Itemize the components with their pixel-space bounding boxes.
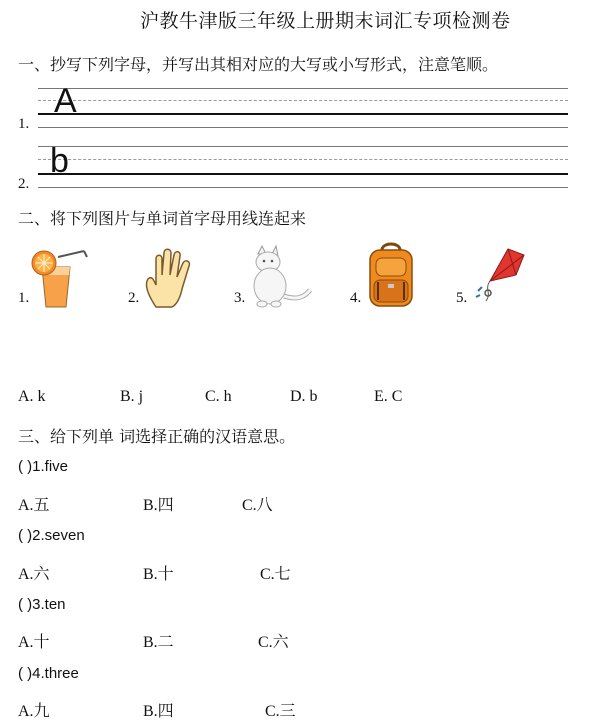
writing-line-top <box>38 146 568 147</box>
writing-line-bottom <box>38 187 568 188</box>
writing-line-dashed <box>38 100 568 101</box>
picture-number: 2. <box>128 290 140 306</box>
question-stem: ( )4.three <box>18 665 79 682</box>
choice-b: B.十 <box>143 566 174 583</box>
choice-b: B.二 <box>143 634 174 651</box>
choice-c: C.三 <box>265 703 296 720</box>
writing-line-dashed <box>38 159 568 160</box>
choice-a: A.五 <box>18 497 50 514</box>
picture-number: 5. <box>456 290 468 306</box>
choice-a: A.九 <box>18 703 50 720</box>
option-letter: C. h <box>205 388 232 405</box>
sample-letter: b <box>50 142 69 180</box>
choice-c: C.七 <box>260 566 291 583</box>
page-title: 沪教牛津版三年级上册期末词汇专项检测卷 <box>140 10 511 32</box>
writing-line-base <box>38 113 568 115</box>
sample-letter: A <box>54 82 77 120</box>
picture-number: 4. <box>350 290 362 306</box>
row-number: 2. <box>18 176 30 192</box>
question-stem: ( )1.five <box>18 458 69 475</box>
question-stem: ( )2.seven <box>18 527 85 544</box>
option-letter: E. C <box>374 388 403 405</box>
section1-heading: 一、抄写下列字母，并写出其相对应的大写或小写形式，注意笔顺。 <box>18 55 499 74</box>
choice-a: A.六 <box>18 566 50 583</box>
section3-heading: 三、给下列单 词选择正确的汉语意思。 <box>18 427 296 446</box>
section2-heading: 二、将下列图片与单词首字母用线连起来 <box>18 209 307 228</box>
choice-a: A.十 <box>18 634 50 651</box>
option-letter: A. k <box>18 388 46 405</box>
choice-c: C.八 <box>242 497 273 514</box>
choice-b: B.四 <box>143 497 174 514</box>
choice-b: B.四 <box>143 703 174 720</box>
picture-number: 3. <box>234 290 246 306</box>
orange-juice-icon <box>30 245 90 310</box>
question-stem: ( )3.ten <box>18 596 66 613</box>
hand-icon <box>140 245 200 310</box>
writing-line-base <box>38 173 568 175</box>
option-letter: B. j <box>120 388 144 405</box>
choice-c: C.六 <box>258 634 289 651</box>
backpack-icon <box>362 240 420 310</box>
writing-line-bottom <box>38 127 568 128</box>
picture-number: 1. <box>18 290 30 306</box>
writing-line-top <box>38 88 568 89</box>
option-letter: D. b <box>290 388 318 405</box>
row-number: 1. <box>18 116 30 132</box>
kite-icon <box>468 245 528 310</box>
cat-icon <box>244 244 314 310</box>
